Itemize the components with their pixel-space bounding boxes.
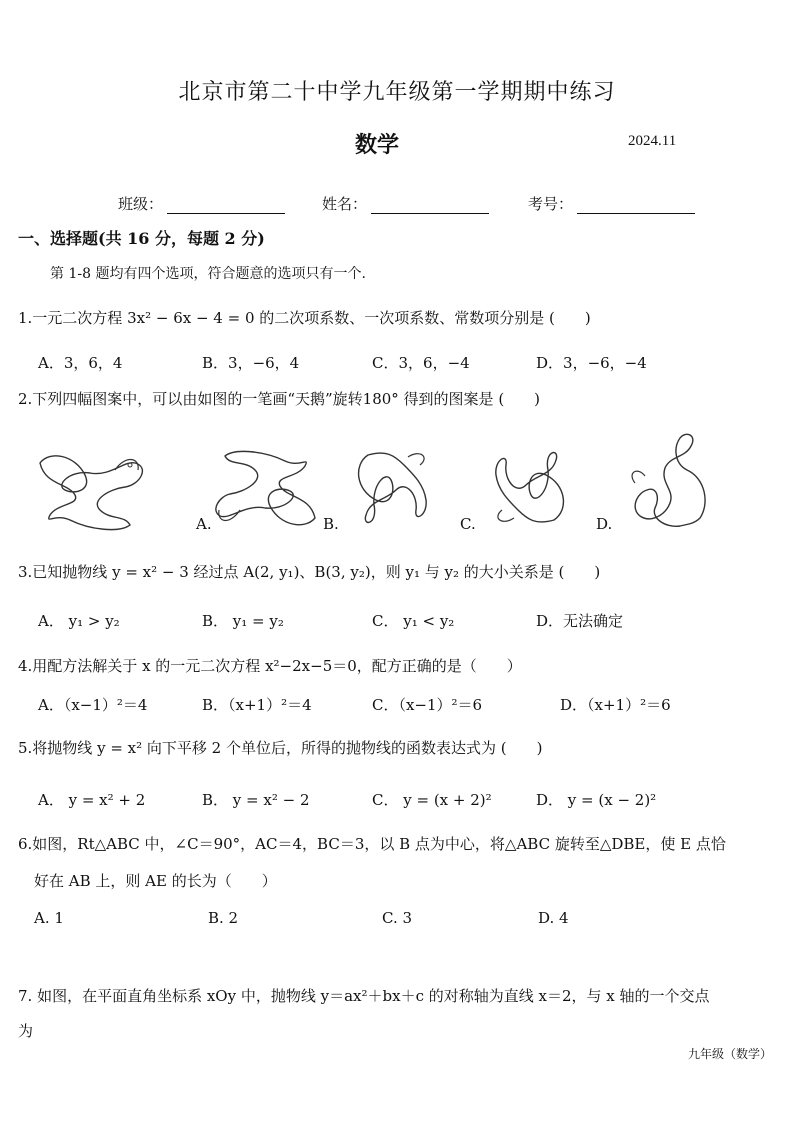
swan-figure bbox=[30, 445, 160, 535]
q4-option-b[interactable]: B．（x+1）²＝4 bbox=[202, 696, 312, 714]
q1-option-c[interactable]: C．3，6，−4 bbox=[372, 354, 470, 372]
q1-option-d[interactable]: D．3，−6，−4 bbox=[536, 354, 647, 372]
question-5-stem: 5.将抛物线 y = x² 向下平移 2 个单位后，所得的抛物线的函数表达式为 ( ) bbox=[18, 739, 543, 757]
q3-option-a[interactable]: A． y₁ > y₂ bbox=[38, 612, 120, 630]
q1-option-b[interactable]: B．3，−6，4 bbox=[202, 354, 300, 372]
section-heading: 一、选择题(共 16 分，每题 2 分) bbox=[18, 229, 265, 248]
q6-option-c[interactable]: C. 3 bbox=[382, 909, 413, 927]
q5-option-c[interactable]: C． y = (x + 2)² bbox=[372, 791, 492, 809]
page-footer: 九年级（数学） bbox=[688, 1047, 773, 1061]
question-4-stem: 4.用配方法解关于 x 的一元二次方程 x²−2x−5＝0，配方正确的是（ ） bbox=[18, 657, 522, 675]
id-label: 考号： bbox=[528, 195, 574, 213]
q2-option-c[interactable]: C. bbox=[460, 515, 476, 533]
q2-option-b[interactable]: B. bbox=[323, 515, 339, 533]
subject-title: 数学 bbox=[355, 132, 400, 158]
question-1-stem: 1.一元二次方程 3x² − 6x − 4 = 0 的二次项系数、一次项系数、常数项分别是 ( ) bbox=[18, 309, 591, 327]
q5-option-a[interactable]: A． y = x² + 2 bbox=[38, 791, 146, 809]
q4-option-c[interactable]: C．（x−1）²＝6 bbox=[372, 696, 483, 714]
q5-option-d[interactable]: D． y = (x − 2)² bbox=[536, 791, 657, 809]
swan-option-d bbox=[625, 428, 715, 533]
question-6-stem-cont: 好在 AB 上，则 AE 的长为（ ） bbox=[34, 872, 277, 890]
exam-date: 2024.11 bbox=[628, 133, 677, 149]
question-7-stem-cont: 为 bbox=[18, 1022, 34, 1040]
q1-option-a[interactable]: A．3，6，4 bbox=[38, 354, 123, 372]
q2-option-d[interactable]: D. bbox=[596, 515, 613, 533]
q6-option-b[interactable]: B. 2 bbox=[208, 909, 239, 927]
swan-option-a bbox=[215, 448, 325, 533]
id-blank[interactable] bbox=[577, 199, 695, 214]
question-3-stem: 3.已知抛物线 y = x² − 3 经过点 A(2, y₁)、B(3, y₂)，则 y₁ 与 y₂ 的大小关系是 ( ) bbox=[18, 563, 601, 581]
question-6-stem: 6.如图，Rt△ABC 中，∠C＝90°，AC＝4，BC＝3，以 B 点为中心，将△ABC 旋转至△DBE，使 E 点恰 bbox=[18, 835, 726, 853]
q4-option-a[interactable]: A．（x−1）²＝4 bbox=[38, 696, 148, 714]
q6-option-d[interactable]: D. 4 bbox=[538, 909, 569, 927]
q3-option-d[interactable]: D．无法确定 bbox=[536, 612, 624, 630]
question-7-stem: 7. 如图，在平面直角坐标系 xOy 中，抛物线 y＝ax²＋bx＋c 的对称轴为直线 x＝2，与 x 轴的一个交点 bbox=[18, 987, 710, 1005]
q2-option-a[interactable]: A. bbox=[196, 515, 212, 533]
q5-option-b[interactable]: B． y = x² − 2 bbox=[202, 791, 310, 809]
name-label: 姓名： bbox=[322, 195, 368, 213]
name-field bbox=[322, 193, 489, 214]
name-blank[interactable] bbox=[371, 199, 489, 214]
class-blank[interactable] bbox=[167, 199, 285, 214]
exam-title: 北京市第二十中学九年级第一学期期中练习 bbox=[178, 80, 616, 105]
class-field bbox=[118, 193, 285, 214]
swan-option-c bbox=[486, 440, 574, 530]
swan-option-b bbox=[348, 445, 438, 530]
section-instruction: 第 1-8 题均有四个选项，符合题意的选项只有一个. bbox=[50, 266, 366, 282]
class-label: 班级： bbox=[118, 195, 164, 213]
q4-option-d[interactable]: D．（x+1）²＝6 bbox=[560, 696, 671, 714]
id-field bbox=[528, 193, 695, 214]
question-2-stem: 2.下列四幅图案中，可以由如图的一笔画“天鹅”旋转180° 得到的图案是 ( ) bbox=[18, 390, 541, 408]
q3-option-b[interactable]: B． y₁ = y₂ bbox=[202, 612, 284, 630]
q3-option-c[interactable]: C． y₁ < y₂ bbox=[372, 612, 455, 630]
q6-option-a[interactable]: A. 1 bbox=[34, 909, 64, 927]
